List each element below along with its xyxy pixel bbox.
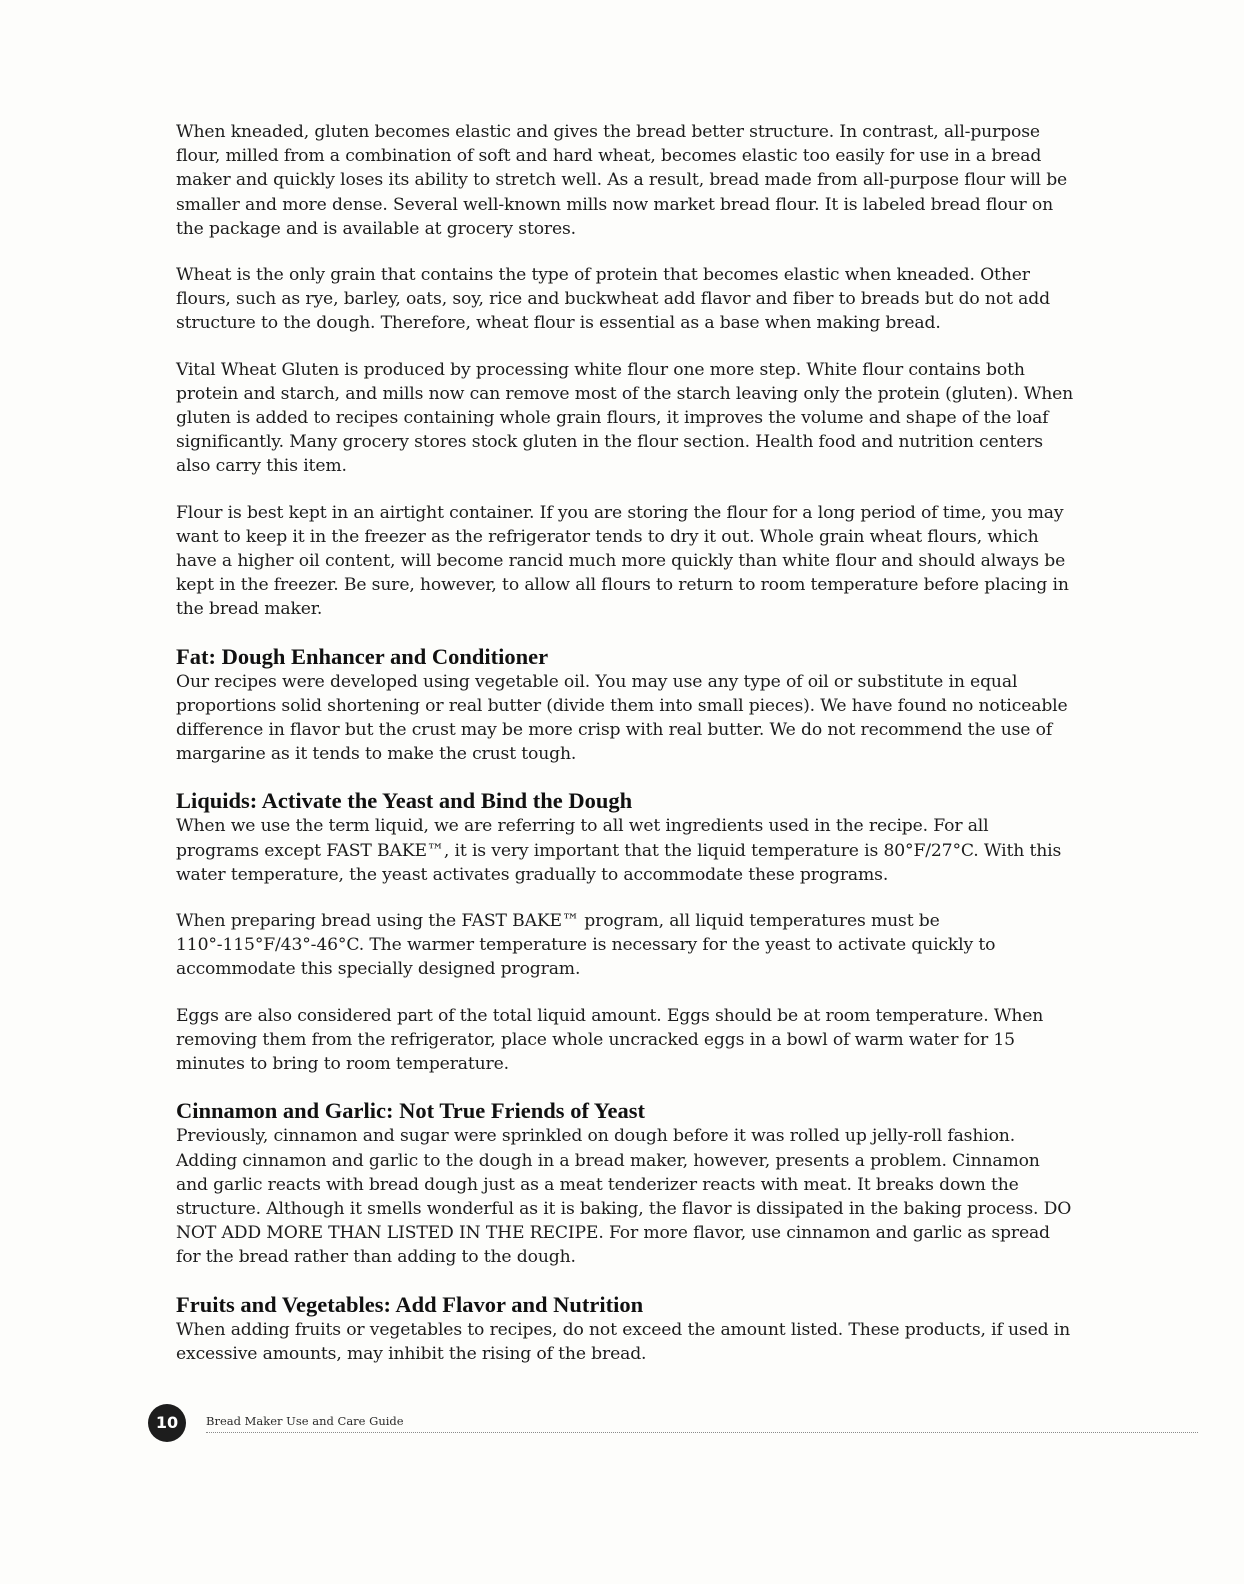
section-heading: Fat: Dough Enhancer and Conditioner <box>176 643 549 669</box>
section-heading: Cinnamon and Garlic: Not True Friends of Yeast <box>176 1098 645 1124</box>
footer-dotted-rule <box>206 1432 1198 1433</box>
section-paragraph: When we use the term liquid, we are referring to all wet ingredients used in the recipe. For all programs except FAST BAKE™, it is very important that the liquid temperature is 80°F/27°C. With this water temperature, the yeast activates gradually to accommodate these programs. <box>176 816 1062 885</box>
paragraph-flour-storage: Flour is best kept in an airtight container. If you are storing the flour for a long period of time, you may want to keep it in the freezer as the refrigerator tends to dry it out. Whole grain wheat flours, which have a higher oil content, will become rancid much more quickly than white flour and should always be kept in the freezer. Be sure, however, to allow all flours to return to room temperature before placing in the bread maker. <box>176 502 1069 620</box>
footer-title: Bread Maker Use and Care Guide <box>206 1414 404 1428</box>
section-paragraph: Previously, cinnamon and sugar were sprinkled on dough before it was rolled up jelly-roll fashion. Adding cinnamon and garlic to the dough in a bread maker, however, presents a problem. Cinnamon and garlic reacts with bread dough just as a meat tenderizer reacts with meat. It breaks down the structure. Although it smells wonderful as it is baking, the flavor is dissipated in the baking process. DO NOT ADD MORE THAN LISTED IN THE RECIPE. For more flavor, use cinnamon and garlic as spread for the bread rather than adding to the dough. <box>176 1126 1072 1268</box>
section-cinnamon-garlic <box>176 1098 1076 1269</box>
section-heading: Fruits and Vegetables: Add Flavor and Nutrition <box>176 1291 644 1317</box>
section-liquids <box>176 788 1076 1076</box>
page-content <box>176 120 1076 1388</box>
section-paragraph: When adding fruits or vegetables to recipes, do not exceed the amount listed. These products, if used in excessive amounts, may inhibit the rising of the bread. <box>176 1319 1071 1364</box>
section-fat <box>176 644 1076 767</box>
paragraph-wheat-grain: Wheat is the only grain that contains the type of protein that becomes elastic when kneaded. Other flours, such as rye, barley, oats, soy, rice and buckwheat add flavor and fiber to breads but do not add structure to the dough. Therefore, wheat flour is essential as a base when making bread. <box>176 265 1050 334</box>
section-fruits-vegetables <box>176 1292 1076 1366</box>
section-paragraph: Our recipes were developed using vegetable oil. You may use any type of oil or substitute in equal proportions solid shortening or real butter (divide them into small pieces). We have found no noticeable difference in flavor but the crust may be more crisp with real butter. We do not recommend the use of margarine as it tends to make the crust tough. <box>176 671 1068 765</box>
page-number-badge: 10 <box>148 1404 186 1442</box>
paragraph-vital-wheat-gluten: Vital Wheat Gluten is produced by processing white flour one more step. White flour contains both protein and starch, and mills now can remove most of the starch leaving only the protein (gluten). When gluten is added to recipes containing whole grain flours, it improves the volume and shape of the loaf significantly. Many grocery stores stock gluten in the flour section. Health food and nutrition centers also carry this item. <box>176 359 1074 477</box>
section-heading: Liquids: Activate the Yeast and Bind the Dough <box>176 788 633 814</box>
section-paragraph: When preparing bread using the FAST BAKE™ program, all liquid temperatures must be 110°-115°F/43°-46°C. The warmer temperature is necessary for the yeast to activate quickly to accommodate this specially designed program. <box>176 911 996 980</box>
page-footer <box>148 1402 1198 1446</box>
section-paragraph: Eggs are also considered part of the total liquid amount. Eggs should be at room temperature. When removing them from the refrigerator, place whole uncracked eggs in a bowl of warm water for 15 minutes to bring to room temperature. <box>176 1005 1044 1075</box>
paragraph-gluten-structure: When kneaded, gluten becomes elastic and gives the bread better structure. In contrast, all-purpose flour, milled from a combination of soft and hard wheat, becomes elastic too easily for use in a bread maker and quickly loses its ability to stretch well. As a result, bread made from all-purpose flour will be smaller and more dense. Several well-known mills now market bread flour. It is labeled bread flour on the package and is available at grocery stores. <box>176 122 1068 239</box>
